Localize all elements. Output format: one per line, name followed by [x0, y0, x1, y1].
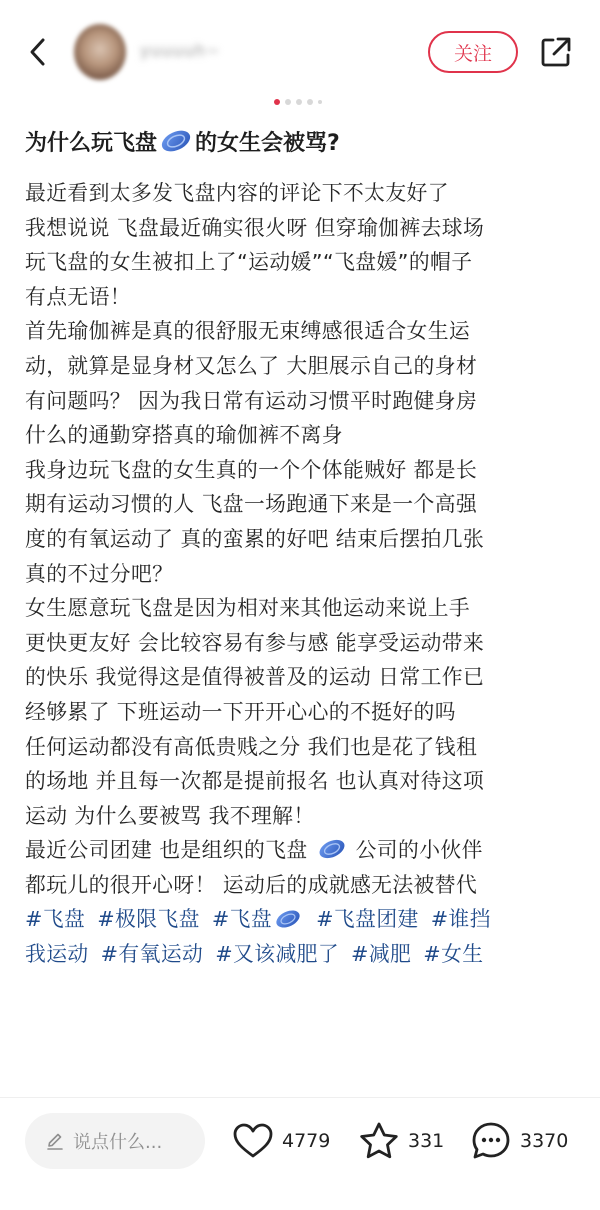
content-line: 我身边玩飞盘的女生真的一个个体能贼好 都是长 — [25, 457, 478, 482]
post-title-text-1: 为什么玩飞盘 — [25, 131, 158, 156]
share-button[interactable] — [536, 32, 576, 72]
comment-input[interactable] — [25, 1113, 205, 1169]
avatar[interactable] — [74, 24, 126, 80]
post-title — [25, 126, 585, 162]
gallery-dot-3[interactable] — [296, 99, 302, 105]
frisbee-icon — [317, 837, 347, 861]
content-line: 期有运动习惯的人 飞盘一场跑通下来是一个高强 — [25, 492, 478, 517]
content-line: 最近看到太多发飞盘内容的评论下不太友好了 — [25, 181, 449, 205]
hashtag[interactable]: 我运动 — [25, 942, 89, 967]
frisbee-icon — [274, 908, 302, 930]
gallery-dot-4[interactable] — [307, 99, 313, 105]
like-button[interactable] — [232, 1118, 330, 1164]
content-line: 什么的通勤穿搭真的瑜伽裤不离身 — [25, 423, 343, 448]
header — [0, 0, 600, 100]
share-icon — [539, 35, 573, 69]
gallery-dot-1[interactable] — [274, 99, 280, 105]
back-button[interactable] — [18, 30, 58, 74]
hashtag[interactable]: #有氧运动 — [100, 942, 204, 967]
hashtag[interactable]: #女生 — [423, 942, 484, 967]
tags-row-2 — [25, 937, 585, 972]
back-arrow-icon — [27, 36, 49, 68]
content-line: 运动 为什么要被骂 我不理解！ — [25, 803, 315, 828]
content-line: 经够累了 下班运动一下开开心心的不挺好的吗 — [25, 699, 456, 724]
content-line: 有问题吗？ 因为我日常有运动习惯平时跑健身房 — [25, 388, 478, 413]
content-line: 动，就算是显身材又怎么了 大胆展示自己的身材 — [25, 353, 478, 378]
content-line: 女生愿意玩飞盘是因为相对来其他运动来说上手 — [25, 596, 471, 621]
hashtag[interactable]: #减肥 — [351, 942, 412, 967]
comment-bubble-icon — [470, 1120, 512, 1162]
bottom-divider — [0, 1097, 600, 1098]
comment-button[interactable] — [470, 1118, 568, 1164]
star-icon — [358, 1121, 400, 1161]
content-text: 公司的小伙伴 — [355, 838, 483, 863]
post-content — [25, 176, 585, 972]
follow-button[interactable]: 关注 — [428, 31, 518, 73]
content-line: 的快乐 我觉得这是值得被普及的运动 日常工作已 — [25, 665, 485, 690]
post-title-text-2: 的女生会被骂? — [195, 131, 340, 156]
hashtag-text: #飞盘 — [211, 907, 273, 932]
heart-icon — [232, 1122, 274, 1160]
username[interactable]: yuuuuh~ — [140, 41, 221, 60]
content-line: 更快更友好 会比较容易有参与感 能享受运动带来 — [25, 630, 485, 655]
hashtag[interactable]: #飞盘 — [25, 907, 86, 932]
content-line-company — [25, 833, 585, 868]
hashtag[interactable]: #飞盘团建 — [316, 907, 419, 932]
content-line: 首先瑜伽裤是真的很舒服无束缚感很适合女生运 — [25, 319, 471, 344]
collect-button[interactable] — [358, 1118, 444, 1164]
hashtag[interactable]: #又该减肥了 — [215, 942, 340, 967]
content-line: 我想说说 飞盘最近确实很火呀 但穿瑜伽裤去球场 — [25, 215, 485, 240]
star-count: 331 — [408, 1130, 445, 1152]
frisbee-icon — [159, 128, 193, 154]
gallery-indicator — [0, 97, 600, 107]
hashtag[interactable]: #谁挡 — [430, 907, 491, 932]
hashtag[interactable]: #极限飞盘 — [97, 907, 200, 932]
content-line: 都玩儿的很开心呀！ 运动后的成就感无法被替代 — [25, 872, 478, 897]
gallery-dot-5[interactable] — [318, 100, 322, 104]
content-line: 任何运动都没有高低贵贱之分 我们也是花了钱租 — [25, 734, 478, 759]
content-line: 有点无语！ — [25, 284, 131, 309]
content-line: 度的有氧运动了 真的蛮累的好吧 结束后摆拍几张 — [25, 526, 485, 551]
hashtag[interactable] — [212, 907, 304, 931]
like-count: 4779 — [282, 1130, 331, 1152]
content-text: 最近公司团建 也是组织的飞盘 — [25, 838, 308, 863]
content-line: 玩飞盘的女生被扣上了“运动媛”“飞盘媛”的帽子 — [25, 250, 473, 275]
content-line: 真的不过分吧？ — [25, 561, 174, 586]
content-line: 的场地 并且每一次都是提前报名 也认真对待这项 — [25, 769, 485, 794]
comment-count: 3370 — [520, 1130, 569, 1152]
tags-row-1 — [25, 902, 585, 937]
pen-icon — [45, 1131, 65, 1151]
comment-placeholder: 说点什么... — [73, 1132, 163, 1153]
gallery-dot-2[interactable] — [285, 99, 291, 105]
